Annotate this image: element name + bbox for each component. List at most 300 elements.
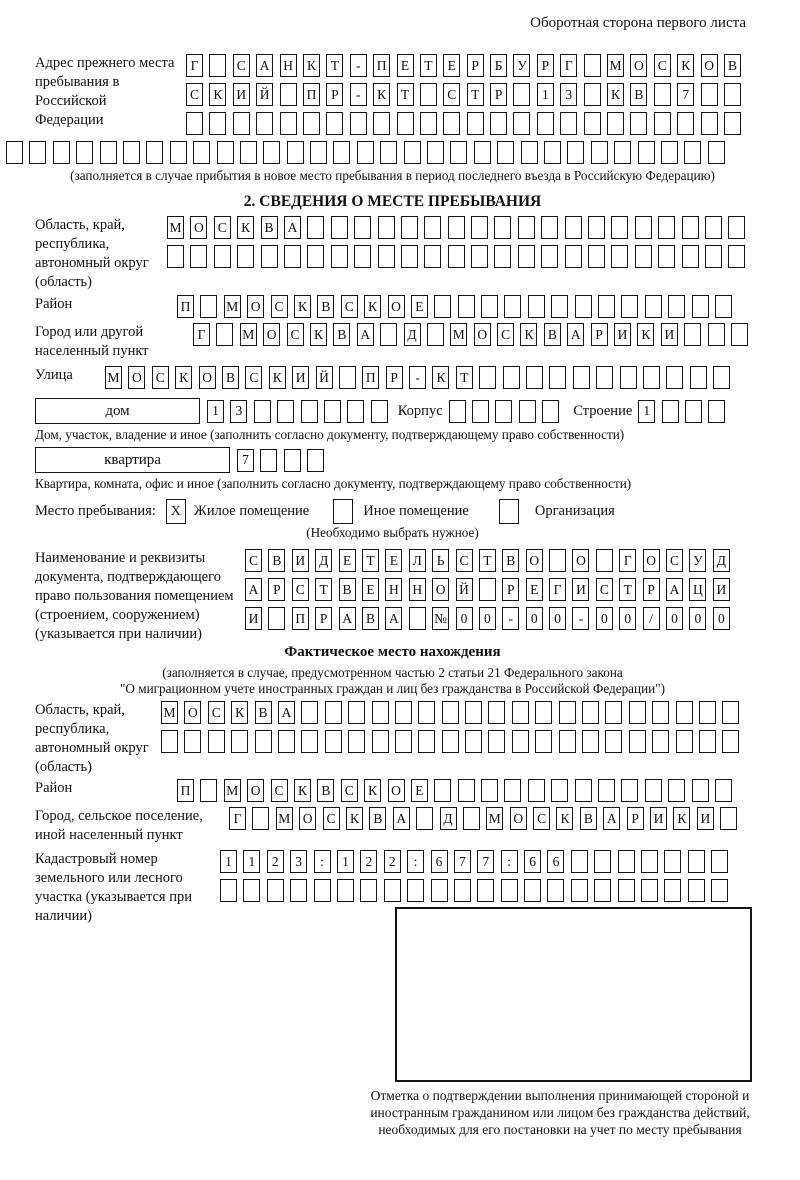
char-box[interactable]: К	[303, 54, 320, 77]
char-box[interactable]	[208, 730, 225, 753]
char-box[interactable]	[200, 779, 217, 802]
char-box[interactable]	[588, 245, 605, 268]
char-box[interactable]	[214, 245, 231, 268]
char-box[interactable]: Т	[467, 83, 484, 106]
char-box[interactable]: К	[432, 366, 449, 389]
char-box[interactable]	[682, 245, 699, 268]
char-box[interactable]: П	[303, 83, 320, 106]
char-box[interactable]: А	[357, 323, 374, 346]
char-box[interactable]	[676, 730, 693, 753]
char-box[interactable]	[549, 549, 566, 572]
char-box[interactable]: М	[240, 323, 257, 346]
char-box[interactable]	[53, 141, 70, 164]
char-box[interactable]	[724, 112, 741, 135]
char-box[interactable]	[254, 400, 271, 423]
char-box[interactable]	[314, 879, 331, 902]
char-box[interactable]	[575, 295, 592, 318]
char-box[interactable]	[701, 112, 718, 135]
char-box[interactable]	[237, 245, 254, 268]
char-box[interactable]	[551, 779, 568, 802]
char-box[interactable]: 2	[267, 850, 284, 873]
char-box[interactable]: А	[385, 607, 402, 630]
char-box[interactable]: 1	[207, 400, 224, 423]
char-box[interactable]	[544, 141, 561, 164]
char-box[interactable]: О	[474, 323, 491, 346]
char-box[interactable]: В	[268, 549, 285, 572]
char-box[interactable]	[685, 400, 702, 423]
char-box[interactable]	[301, 730, 318, 753]
char-box[interactable]	[450, 141, 467, 164]
char-box[interactable]: 0	[619, 607, 636, 630]
char-box[interactable]: И	[697, 807, 714, 830]
char-box[interactable]	[284, 449, 301, 472]
char-box[interactable]	[463, 807, 480, 830]
char-box[interactable]	[677, 112, 694, 135]
char-box[interactable]	[722, 730, 739, 753]
char-box[interactable]: Е	[411, 779, 428, 802]
char-box[interactable]	[641, 879, 658, 902]
char-box[interactable]	[598, 779, 615, 802]
char-box[interactable]	[621, 779, 638, 802]
char-box[interactable]	[448, 245, 465, 268]
char-box[interactable]	[607, 112, 624, 135]
char-box[interactable]: 7	[454, 850, 471, 873]
char-box[interactable]	[560, 112, 577, 135]
char-box[interactable]	[325, 730, 342, 753]
char-box[interactable]	[641, 850, 658, 873]
char-box[interactable]: Т	[456, 366, 473, 389]
char-box[interactable]: К	[520, 323, 537, 346]
char-box[interactable]: К	[637, 323, 654, 346]
char-box[interactable]	[497, 141, 514, 164]
char-box[interactable]: Г	[619, 549, 636, 572]
char-box[interactable]: В	[255, 701, 272, 724]
char-box[interactable]: В	[333, 323, 350, 346]
char-box[interactable]: Г	[193, 323, 210, 346]
char-box[interactable]	[167, 245, 184, 268]
char-box[interactable]: К	[607, 83, 624, 106]
char-box[interactable]: А	[567, 323, 584, 346]
char-box[interactable]: 0	[549, 607, 566, 630]
char-box[interactable]	[280, 83, 297, 106]
char-box[interactable]	[661, 141, 678, 164]
char-box[interactable]: М	[161, 701, 178, 724]
char-box[interactable]: И	[713, 578, 730, 601]
char-box[interactable]: П	[362, 366, 379, 389]
char-box[interactable]: К	[294, 295, 311, 318]
char-box[interactable]	[571, 850, 588, 873]
char-box[interactable]	[494, 216, 511, 239]
char-box[interactable]: :	[407, 850, 424, 873]
char-box[interactable]	[652, 730, 669, 753]
char-box[interactable]: Е	[526, 578, 543, 601]
char-box[interactable]	[688, 850, 705, 873]
char-box[interactable]: У	[513, 54, 530, 77]
char-box[interactable]	[699, 730, 716, 753]
char-box[interactable]: :	[314, 850, 331, 873]
char-box[interactable]: К	[346, 807, 363, 830]
char-box[interactable]: Р	[315, 607, 332, 630]
char-box[interactable]: О	[263, 323, 280, 346]
char-box[interactable]	[588, 216, 605, 239]
char-box[interactable]: Д	[315, 549, 332, 572]
char-box[interactable]	[477, 879, 494, 902]
char-box[interactable]: -	[572, 607, 589, 630]
char-box[interactable]: №	[432, 607, 449, 630]
char-box[interactable]	[471, 245, 488, 268]
char-box[interactable]: 7	[477, 850, 494, 873]
char-box[interactable]	[584, 83, 601, 106]
char-box[interactable]	[331, 245, 348, 268]
char-box[interactable]	[424, 216, 441, 239]
char-box[interactable]	[448, 216, 465, 239]
char-box[interactable]	[416, 807, 433, 830]
char-box[interactable]: О	[199, 366, 216, 389]
char-box[interactable]	[708, 323, 725, 346]
char-box[interactable]	[630, 112, 647, 135]
char-box[interactable]	[256, 112, 273, 135]
char-box[interactable]	[559, 730, 576, 753]
char-box[interactable]	[488, 701, 505, 724]
char-box[interactable]: С	[443, 83, 460, 106]
char-box[interactable]: О	[184, 701, 201, 724]
char-box[interactable]: 1	[638, 400, 655, 423]
char-box[interactable]	[658, 245, 675, 268]
char-box[interactable]	[290, 879, 307, 902]
char-box[interactable]	[243, 879, 260, 902]
char-box[interactable]: Р	[627, 807, 644, 830]
char-box[interactable]	[575, 779, 592, 802]
char-box[interactable]	[551, 295, 568, 318]
char-box[interactable]	[267, 879, 284, 902]
char-box[interactable]: В	[339, 578, 356, 601]
char-box[interactable]: С	[287, 323, 304, 346]
char-box[interactable]	[307, 245, 324, 268]
char-box[interactable]	[605, 730, 622, 753]
char-box[interactable]: П	[177, 779, 194, 802]
char-box[interactable]: В	[544, 323, 561, 346]
char-box[interactable]	[521, 141, 538, 164]
char-box[interactable]	[277, 400, 294, 423]
char-box[interactable]	[347, 400, 364, 423]
char-box[interactable]: М	[224, 779, 241, 802]
char-box[interactable]	[668, 295, 685, 318]
char-box[interactable]: Л	[409, 549, 426, 572]
char-box[interactable]	[479, 366, 496, 389]
char-box[interactable]	[418, 701, 435, 724]
char-box[interactable]: О	[643, 549, 660, 572]
char-box[interactable]: С	[233, 54, 250, 77]
char-box[interactable]	[76, 141, 93, 164]
char-box[interactable]	[190, 245, 207, 268]
char-box[interactable]	[488, 730, 505, 753]
char-box[interactable]: Т	[479, 549, 496, 572]
char-box[interactable]	[664, 850, 681, 873]
char-box[interactable]	[518, 216, 535, 239]
char-box[interactable]: 0	[596, 607, 613, 630]
char-box[interactable]: П	[373, 54, 390, 77]
char-box[interactable]: 7	[677, 83, 694, 106]
char-box[interactable]	[424, 245, 441, 268]
char-box[interactable]: И	[572, 578, 589, 601]
char-box[interactable]: И	[245, 607, 262, 630]
char-box[interactable]	[434, 779, 451, 802]
char-box[interactable]	[594, 879, 611, 902]
char-box[interactable]: П	[177, 295, 194, 318]
char-box[interactable]	[501, 879, 518, 902]
char-box[interactable]: С	[654, 54, 671, 77]
char-box[interactable]	[357, 141, 374, 164]
char-box[interactable]	[494, 245, 511, 268]
char-box[interactable]	[711, 850, 728, 873]
char-box[interactable]: Ь	[432, 549, 449, 572]
char-box[interactable]: М	[167, 216, 184, 239]
char-box[interactable]	[372, 701, 389, 724]
char-box[interactable]	[701, 83, 718, 106]
char-box[interactable]: В	[222, 366, 239, 389]
char-box[interactable]	[594, 850, 611, 873]
char-box[interactable]: К	[209, 83, 226, 106]
char-box[interactable]: В	[362, 607, 379, 630]
char-box[interactable]	[418, 730, 435, 753]
char-box[interactable]: Е	[339, 549, 356, 572]
char-box[interactable]	[261, 245, 278, 268]
char-box[interactable]	[598, 295, 615, 318]
char-box[interactable]	[549, 366, 566, 389]
char-box[interactable]: Р	[467, 54, 484, 77]
char-box[interactable]	[378, 216, 395, 239]
char-box[interactable]: 6	[547, 850, 564, 873]
char-box[interactable]: 3	[560, 83, 577, 106]
char-box[interactable]: С	[533, 807, 550, 830]
char-box[interactable]	[268, 607, 285, 630]
char-box[interactable]	[325, 701, 342, 724]
char-box[interactable]	[596, 549, 613, 572]
char-box[interactable]	[722, 701, 739, 724]
char-box[interactable]: А	[278, 701, 295, 724]
char-box[interactable]	[618, 850, 635, 873]
char-box[interactable]	[216, 323, 233, 346]
char-box[interactable]: А	[339, 607, 356, 630]
char-box[interactable]	[307, 449, 324, 472]
char-box[interactable]: К	[677, 54, 694, 77]
char-box[interactable]	[654, 112, 671, 135]
char-box[interactable]	[724, 83, 741, 106]
char-box[interactable]	[333, 141, 350, 164]
char-box[interactable]	[573, 366, 590, 389]
char-box[interactable]: И	[292, 366, 309, 389]
char-box[interactable]: С	[245, 366, 262, 389]
char-box[interactable]: Т	[397, 83, 414, 106]
char-box[interactable]: А	[284, 216, 301, 239]
char-box[interactable]	[217, 141, 234, 164]
char-box[interactable]: Д	[440, 807, 457, 830]
char-box[interactable]: 6	[431, 850, 448, 873]
char-box[interactable]	[643, 366, 660, 389]
char-box[interactable]	[692, 295, 709, 318]
char-box[interactable]	[652, 701, 669, 724]
char-box[interactable]: В	[317, 295, 334, 318]
char-box[interactable]	[503, 366, 520, 389]
char-box[interactable]	[307, 216, 324, 239]
char-box[interactable]	[260, 449, 277, 472]
char-box[interactable]: С	[152, 366, 169, 389]
char-box[interactable]	[621, 295, 638, 318]
char-box[interactable]	[193, 141, 210, 164]
checkbox-other-premise[interactable]	[333, 499, 353, 524]
char-box[interactable]: 0	[526, 607, 543, 630]
char-box[interactable]	[263, 141, 280, 164]
char-box[interactable]: В	[502, 549, 519, 572]
char-box[interactable]	[629, 701, 646, 724]
char-box[interactable]	[348, 701, 365, 724]
char-box[interactable]: К	[364, 295, 381, 318]
char-box[interactable]	[301, 701, 318, 724]
char-box[interactable]	[231, 730, 248, 753]
char-box[interactable]	[310, 141, 327, 164]
char-box[interactable]	[692, 779, 709, 802]
char-box[interactable]: /	[643, 607, 660, 630]
char-box[interactable]	[654, 83, 671, 106]
char-box[interactable]: Т	[362, 549, 379, 572]
char-box[interactable]: О	[299, 807, 316, 830]
char-box[interactable]	[676, 701, 693, 724]
char-box[interactable]	[684, 141, 701, 164]
char-box[interactable]: Г	[229, 807, 246, 830]
char-box[interactable]	[658, 216, 675, 239]
char-box[interactable]: В	[261, 216, 278, 239]
char-box[interactable]: Р	[386, 366, 403, 389]
char-box[interactable]	[240, 141, 257, 164]
char-box[interactable]: Т	[315, 578, 332, 601]
char-box[interactable]: К	[237, 216, 254, 239]
char-box[interactable]: Н	[385, 578, 402, 601]
char-box[interactable]	[287, 141, 304, 164]
char-box[interactable]	[458, 779, 475, 802]
char-box[interactable]: И	[614, 323, 631, 346]
char-box[interactable]	[474, 141, 491, 164]
char-box[interactable]: О	[432, 578, 449, 601]
char-box[interactable]: 0	[479, 607, 496, 630]
char-box[interactable]: С	[323, 807, 340, 830]
char-box[interactable]	[567, 141, 584, 164]
char-box[interactable]: 2	[360, 850, 377, 873]
char-box[interactable]: 7	[237, 449, 254, 472]
char-box[interactable]: Й	[256, 83, 273, 106]
char-box[interactable]	[380, 323, 397, 346]
char-box[interactable]	[682, 216, 699, 239]
char-box[interactable]	[728, 245, 745, 268]
char-box[interactable]	[512, 701, 529, 724]
char-box[interactable]	[420, 83, 437, 106]
char-box[interactable]	[354, 245, 371, 268]
char-box[interactable]: С	[456, 549, 473, 572]
char-box[interactable]	[565, 216, 582, 239]
char-box[interactable]: Т	[326, 54, 343, 77]
char-box[interactable]	[535, 701, 552, 724]
char-box[interactable]: К	[269, 366, 286, 389]
char-box[interactable]: М	[486, 807, 503, 830]
char-box[interactable]	[705, 216, 722, 239]
char-box[interactable]	[715, 295, 732, 318]
char-box[interactable]	[331, 216, 348, 239]
char-box[interactable]	[582, 730, 599, 753]
char-box[interactable]: В	[630, 83, 647, 106]
char-box[interactable]	[596, 366, 613, 389]
char-box[interactable]: А	[603, 807, 620, 830]
char-box[interactable]	[371, 400, 388, 423]
char-box[interactable]: О	[630, 54, 647, 77]
char-box[interactable]: А	[393, 807, 410, 830]
char-box[interactable]	[611, 216, 628, 239]
char-box[interactable]: Е	[443, 54, 460, 77]
char-box[interactable]: Д	[404, 323, 421, 346]
char-box[interactable]	[360, 879, 377, 902]
char-box[interactable]	[397, 112, 414, 135]
char-box[interactable]	[384, 879, 401, 902]
char-box[interactable]: К	[175, 366, 192, 389]
char-box[interactable]	[582, 701, 599, 724]
char-box[interactable]	[454, 879, 471, 902]
char-box[interactable]: Д	[713, 549, 730, 572]
char-box[interactable]: О	[247, 295, 264, 318]
char-box[interactable]	[350, 112, 367, 135]
char-box[interactable]: 0	[666, 607, 683, 630]
char-box[interactable]	[565, 245, 582, 268]
char-box[interactable]	[284, 245, 301, 268]
char-box[interactable]: К	[231, 701, 248, 724]
char-box[interactable]: А	[256, 54, 273, 77]
char-box[interactable]: В	[724, 54, 741, 77]
char-box[interactable]: М	[450, 323, 467, 346]
char-box[interactable]: О	[388, 779, 405, 802]
char-box[interactable]	[635, 216, 652, 239]
char-box[interactable]: 3	[230, 400, 247, 423]
char-box[interactable]	[431, 879, 448, 902]
char-box[interactable]: В	[369, 807, 386, 830]
char-box[interactable]: Т	[420, 54, 437, 77]
char-box[interactable]	[715, 779, 732, 802]
char-box[interactable]	[504, 779, 521, 802]
char-box[interactable]	[584, 112, 601, 135]
checkbox-organization[interactable]	[499, 499, 519, 524]
char-box[interactable]	[472, 400, 489, 423]
char-box[interactable]: Р	[268, 578, 285, 601]
char-box[interactable]	[209, 112, 226, 135]
char-box[interactable]	[372, 730, 389, 753]
char-box[interactable]	[404, 141, 421, 164]
char-box[interactable]: С	[271, 295, 288, 318]
char-box[interactable]: М	[105, 366, 122, 389]
char-box[interactable]	[324, 400, 341, 423]
char-box[interactable]	[186, 112, 203, 135]
char-box[interactable]	[337, 879, 354, 902]
char-box[interactable]	[618, 879, 635, 902]
char-box[interactable]: 2	[384, 850, 401, 873]
char-box[interactable]	[420, 112, 437, 135]
char-box[interactable]	[348, 730, 365, 753]
char-box[interactable]	[504, 295, 521, 318]
char-box[interactable]: Е	[385, 549, 402, 572]
char-box[interactable]: Р	[502, 578, 519, 601]
char-box[interactable]	[479, 578, 496, 601]
char-box[interactable]: И	[292, 549, 309, 572]
char-box[interactable]	[512, 730, 529, 753]
char-box[interactable]	[401, 216, 418, 239]
char-box[interactable]	[434, 295, 451, 318]
char-box[interactable]	[471, 216, 488, 239]
char-box[interactable]	[611, 245, 628, 268]
